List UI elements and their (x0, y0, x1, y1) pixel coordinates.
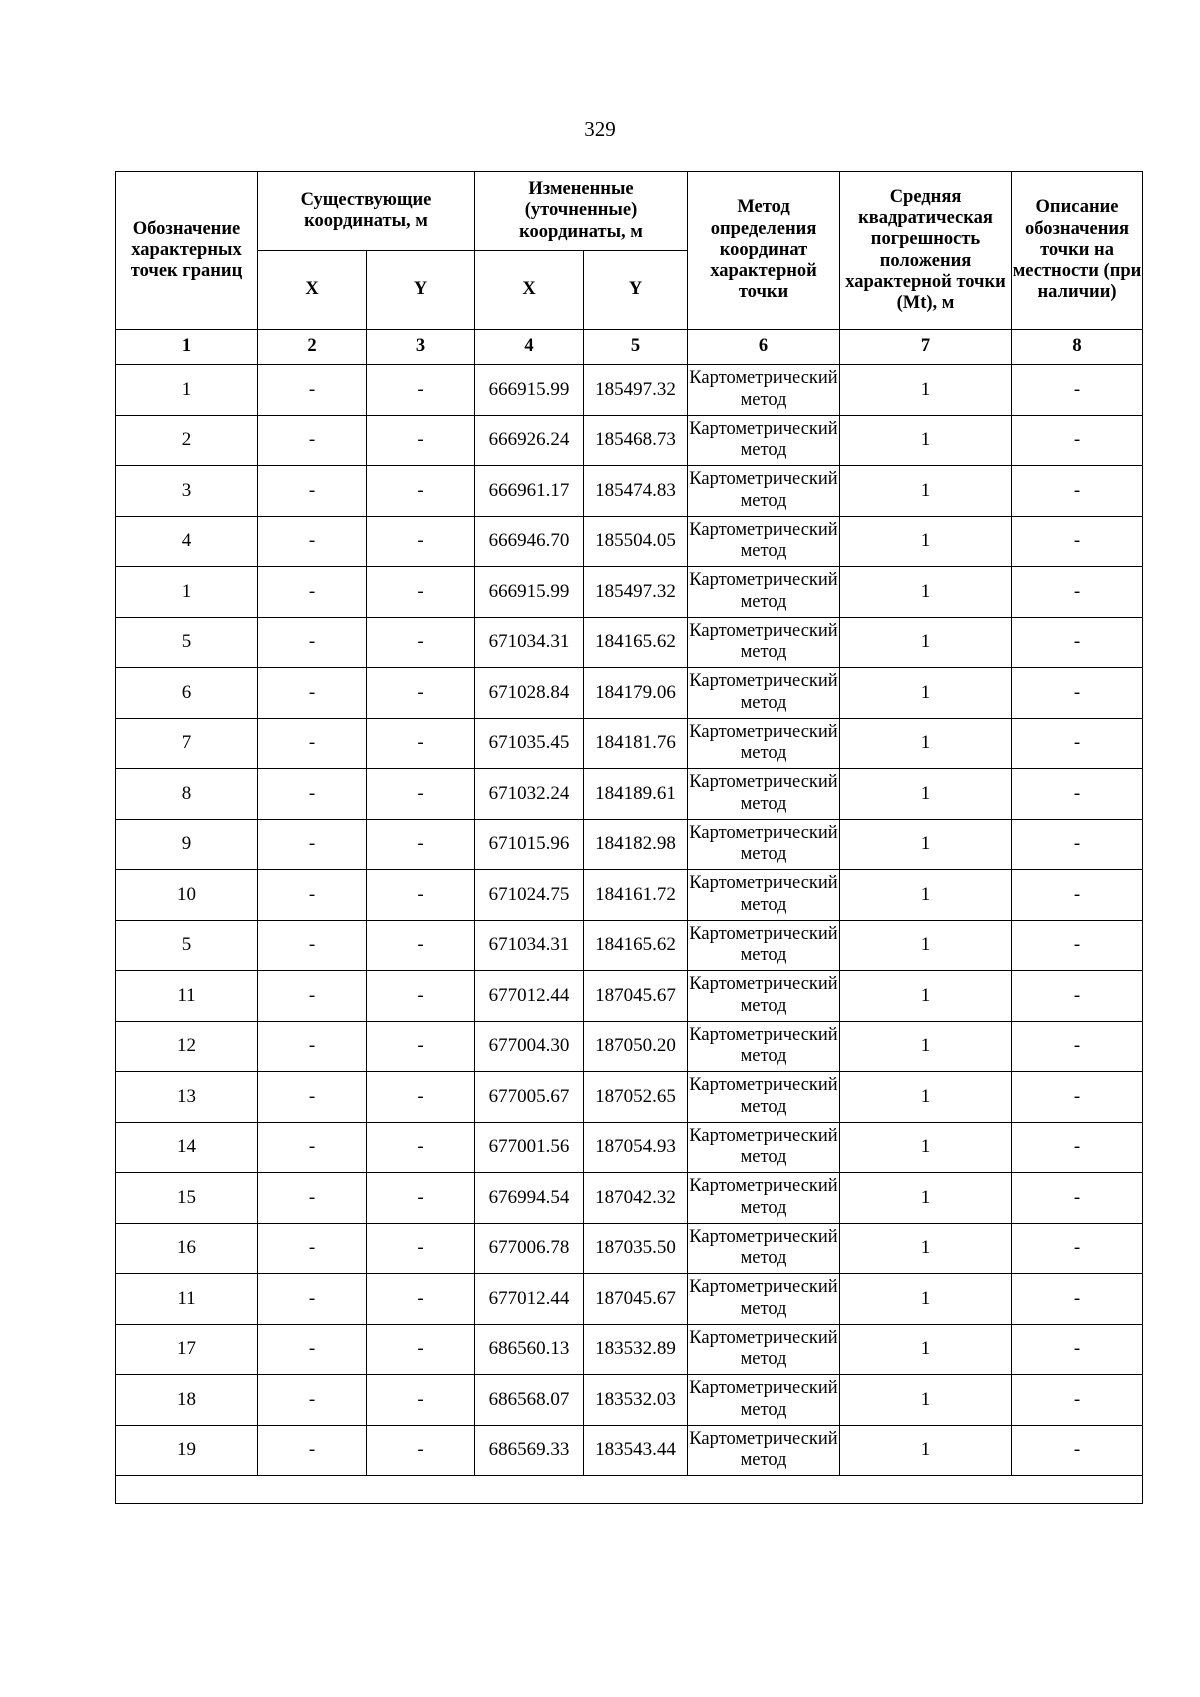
table-body (116, 365, 1143, 1476)
cell-mt: 1 (840, 1173, 1012, 1224)
cell-point: 15 (116, 1173, 258, 1224)
cell-method: Картометрический метод (688, 1375, 840, 1426)
cell-method: Картометрический метод (688, 920, 840, 971)
cell-y: 184165.62 (584, 617, 688, 668)
cell-existing-y: - (367, 365, 475, 416)
cell-x: 671032.24 (475, 769, 584, 820)
table-footer-cell (116, 1476, 1143, 1504)
cell-x: 677004.30 (475, 1021, 584, 1072)
table-row (116, 1072, 1143, 1123)
cell-method: Картометрический метод (688, 1223, 840, 1274)
cell-x: 677012.44 (475, 1274, 584, 1325)
cell-point: 10 (116, 870, 258, 921)
cell-x: 671034.31 (475, 617, 584, 668)
cell-description: - (1012, 1122, 1143, 1173)
cell-description: - (1012, 1173, 1143, 1224)
cell-y: 183543.44 (584, 1425, 688, 1476)
cell-existing-y: - (367, 1072, 475, 1123)
page-number: 329 (584, 117, 616, 141)
cell-description: - (1012, 1072, 1143, 1123)
cell-existing-y: - (367, 415, 475, 466)
cell-y: 184161.72 (584, 870, 688, 921)
cell-y: 184189.61 (584, 769, 688, 820)
cell-mt: 1 (840, 1072, 1012, 1123)
cell-x: 666915.99 (475, 567, 584, 618)
header-designation: Обозначение характерных точек границ (116, 172, 258, 330)
cell-x: 666946.70 (475, 516, 584, 567)
cell-existing-x: - (258, 971, 367, 1022)
header-existing-coordinates: Существующие координаты, м (258, 172, 475, 251)
cell-mt: 1 (840, 365, 1012, 416)
cell-existing-x: - (258, 1072, 367, 1123)
cell-method: Картометрический метод (688, 617, 840, 668)
cell-mt: 1 (840, 1425, 1012, 1476)
cell-description: - (1012, 516, 1143, 567)
table-row (116, 819, 1143, 870)
cell-method: Картометрический метод (688, 870, 840, 921)
cell-x: 666915.99 (475, 365, 584, 416)
cell-mt: 1 (840, 971, 1012, 1022)
cell-x: 676994.54 (475, 1173, 584, 1224)
cell-point: 1 (116, 365, 258, 416)
header-mean-error: Средняя квадратическая погрешность положения характерной точки (Mt), м (840, 172, 1012, 330)
header-changed-x: X (475, 251, 584, 330)
cell-y: 185468.73 (584, 415, 688, 466)
cell-existing-y: - (367, 1274, 475, 1325)
cell-method: Картометрический метод (688, 668, 840, 719)
table-footer-row (116, 1476, 1143, 1504)
cell-existing-x: - (258, 1122, 367, 1173)
cell-existing-y: - (367, 971, 475, 1022)
cell-mt: 1 (840, 1122, 1012, 1173)
cell-x: 686568.07 (475, 1375, 584, 1426)
cell-method: Картометрический метод (688, 819, 840, 870)
cell-x: 666961.17 (475, 466, 584, 517)
cell-method: Картометрический метод (688, 1425, 840, 1476)
cell-x: 671015.96 (475, 819, 584, 870)
cell-mt: 1 (840, 1375, 1012, 1426)
cell-method: Картометрический метод (688, 1021, 840, 1072)
cell-description: - (1012, 415, 1143, 466)
table-row (116, 1223, 1143, 1274)
cell-point: 7 (116, 718, 258, 769)
cell-existing-y: - (367, 819, 475, 870)
cell-y: 184179.06 (584, 668, 688, 719)
cell-method: Картометрический метод (688, 1173, 840, 1224)
cell-point: 5 (116, 920, 258, 971)
cell-method: Картометрический метод (688, 1072, 840, 1123)
column-number-row (116, 330, 1143, 365)
column-number: 4 (475, 330, 584, 365)
table-row (116, 567, 1143, 618)
cell-existing-x: - (258, 516, 367, 567)
cell-description: - (1012, 567, 1143, 618)
header-changed-y: Y (584, 251, 688, 330)
cell-method: Картометрический метод (688, 1122, 840, 1173)
cell-existing-y: - (367, 1324, 475, 1375)
cell-description: - (1012, 466, 1143, 517)
cell-x: 686569.33 (475, 1425, 584, 1476)
cell-y: 187045.67 (584, 971, 688, 1022)
table-row (116, 466, 1143, 517)
cell-method: Картометрический метод (688, 1274, 840, 1325)
cell-method: Картометрический метод (688, 1324, 840, 1375)
cell-mt: 1 (840, 1324, 1012, 1375)
table-row (116, 1173, 1143, 1224)
cell-point: 14 (116, 1122, 258, 1173)
cell-description: - (1012, 718, 1143, 769)
cell-existing-y: - (367, 516, 475, 567)
cell-point: 11 (116, 1274, 258, 1325)
cell-point: 3 (116, 466, 258, 517)
cell-point: 16 (116, 1223, 258, 1274)
table-row (116, 516, 1143, 567)
cell-existing-x: - (258, 1425, 367, 1476)
cell-description: - (1012, 1223, 1143, 1274)
column-number: 3 (367, 330, 475, 365)
cell-x: 666926.24 (475, 415, 584, 466)
cell-method: Картометрический метод (688, 415, 840, 466)
cell-description: - (1012, 920, 1143, 971)
cell-mt: 1 (840, 920, 1012, 971)
cell-x: 677006.78 (475, 1223, 584, 1274)
header-existing-y: Y (367, 251, 475, 330)
cell-y: 187035.50 (584, 1223, 688, 1274)
cell-point: 8 (116, 769, 258, 820)
cell-point: 13 (116, 1072, 258, 1123)
cell-existing-x: - (258, 668, 367, 719)
cell-existing-y: - (367, 920, 475, 971)
header-description: Описание обозначения точки на местности (при наличии) (1012, 172, 1143, 330)
cell-existing-x: - (258, 365, 367, 416)
cell-description: - (1012, 365, 1143, 416)
cell-description: - (1012, 769, 1143, 820)
cell-y: 185504.05 (584, 516, 688, 567)
cell-point: 4 (116, 516, 258, 567)
table-row (116, 1375, 1143, 1426)
cell-existing-x: - (258, 870, 367, 921)
cell-existing-y: - (367, 1021, 475, 1072)
cell-method: Картометрический метод (688, 769, 840, 820)
table-row (116, 920, 1143, 971)
cell-mt: 1 (840, 1021, 1012, 1072)
cell-existing-y: - (367, 870, 475, 921)
cell-method: Картометрический метод (688, 516, 840, 567)
table-row (116, 415, 1143, 466)
table-row (116, 718, 1143, 769)
cell-description: - (1012, 870, 1143, 921)
header-method: Метод определения координат характерной точки (688, 172, 840, 330)
cell-mt: 1 (840, 1274, 1012, 1325)
cell-description: - (1012, 668, 1143, 719)
cell-existing-y: - (367, 769, 475, 820)
cell-description: - (1012, 1274, 1143, 1325)
column-number: 7 (840, 330, 1012, 365)
cell-existing-x: - (258, 718, 367, 769)
header-changed-coordinates: Измененные (уточненные) координаты, м (475, 172, 688, 251)
cell-x: 677001.56 (475, 1122, 584, 1173)
column-number: 2 (258, 330, 367, 365)
cell-existing-y: - (367, 1223, 475, 1274)
column-number: 6 (688, 330, 840, 365)
cell-y: 184181.76 (584, 718, 688, 769)
cell-mt: 1 (840, 516, 1012, 567)
cell-description: - (1012, 1425, 1143, 1476)
cell-existing-x: - (258, 617, 367, 668)
cell-existing-x: - (258, 769, 367, 820)
cell-x: 677012.44 (475, 971, 584, 1022)
cell-existing-x: - (258, 567, 367, 618)
column-number: 5 (584, 330, 688, 365)
cell-y: 187052.65 (584, 1072, 688, 1123)
cell-method: Картометрический метод (688, 365, 840, 416)
cell-point: 1 (116, 567, 258, 618)
cell-existing-x: - (258, 819, 367, 870)
table-row (116, 971, 1143, 1022)
cell-y: 183532.89 (584, 1324, 688, 1375)
cell-y: 185497.32 (584, 365, 688, 416)
cell-x: 671028.84 (475, 668, 584, 719)
cell-mt: 1 (840, 668, 1012, 719)
cell-x: 677005.67 (475, 1072, 584, 1123)
cell-mt: 1 (840, 466, 1012, 517)
cell-existing-y: - (367, 1425, 475, 1476)
cell-description: - (1012, 819, 1143, 870)
table-row (116, 1425, 1143, 1476)
cell-mt: 1 (840, 718, 1012, 769)
cell-existing-y: - (367, 718, 475, 769)
cell-x: 671024.75 (475, 870, 584, 921)
cell-description: - (1012, 971, 1143, 1022)
cell-mt: 1 (840, 819, 1012, 870)
table-row (116, 617, 1143, 668)
cell-point: 2 (116, 415, 258, 466)
header-row-top (116, 172, 1143, 251)
cell-y: 187045.67 (584, 1274, 688, 1325)
cell-existing-y: - (367, 1375, 475, 1426)
cell-y: 184165.62 (584, 920, 688, 971)
cell-point: 9 (116, 819, 258, 870)
cell-point: 19 (116, 1425, 258, 1476)
cell-point: 17 (116, 1324, 258, 1375)
cell-existing-x: - (258, 920, 367, 971)
cell-x: 686560.13 (475, 1324, 584, 1375)
coordinates-table (115, 171, 1143, 1504)
cell-point: 11 (116, 971, 258, 1022)
cell-description: - (1012, 1375, 1143, 1426)
cell-point: 18 (116, 1375, 258, 1426)
cell-y: 185474.83 (584, 466, 688, 517)
cell-method: Картометрический метод (688, 466, 840, 517)
cell-existing-x: - (258, 1274, 367, 1325)
cell-mt: 1 (840, 617, 1012, 668)
column-number: 8 (1012, 330, 1143, 365)
cell-description: - (1012, 617, 1143, 668)
cell-y: 187054.93 (584, 1122, 688, 1173)
cell-method: Картометрический метод (688, 567, 840, 618)
cell-description: - (1012, 1021, 1143, 1072)
cell-existing-y: - (367, 567, 475, 618)
cell-x: 671035.45 (475, 718, 584, 769)
cell-mt: 1 (840, 769, 1012, 820)
cell-mt: 1 (840, 870, 1012, 921)
cell-mt: 1 (840, 567, 1012, 618)
cell-y: 185497.32 (584, 567, 688, 618)
cell-method: Картометрический метод (688, 971, 840, 1022)
cell-y: 184182.98 (584, 819, 688, 870)
cell-existing-x: - (258, 466, 367, 517)
cell-existing-x: - (258, 415, 367, 466)
cell-y: 187042.32 (584, 1173, 688, 1224)
cell-existing-y: - (367, 466, 475, 517)
cell-y: 183532.03 (584, 1375, 688, 1426)
cell-existing-y: - (367, 1122, 475, 1173)
cell-existing-y: - (367, 1173, 475, 1224)
cell-existing-y: - (367, 668, 475, 719)
cell-point: 6 (116, 668, 258, 719)
cell-point: 12 (116, 1021, 258, 1072)
cell-method: Картометрический метод (688, 718, 840, 769)
cell-existing-x: - (258, 1324, 367, 1375)
cell-existing-x: - (258, 1375, 367, 1426)
cell-description: - (1012, 1324, 1143, 1375)
cell-y: 187050.20 (584, 1021, 688, 1072)
table-row (116, 1122, 1143, 1173)
column-number: 1 (116, 330, 258, 365)
cell-existing-x: - (258, 1021, 367, 1072)
cell-existing-x: - (258, 1223, 367, 1274)
cell-point: 5 (116, 617, 258, 668)
table-row (116, 1274, 1143, 1325)
table-row (116, 1021, 1143, 1072)
cell-x: 671034.31 (475, 920, 584, 971)
cell-mt: 1 (840, 415, 1012, 466)
table-row (116, 1324, 1143, 1375)
header-existing-x: X (258, 251, 367, 330)
cell-mt: 1 (840, 1223, 1012, 1274)
table-row (116, 365, 1143, 416)
cell-existing-y: - (367, 617, 475, 668)
cell-existing-x: - (258, 1173, 367, 1224)
table-row (116, 668, 1143, 719)
table-row (116, 870, 1143, 921)
table-row (116, 769, 1143, 820)
